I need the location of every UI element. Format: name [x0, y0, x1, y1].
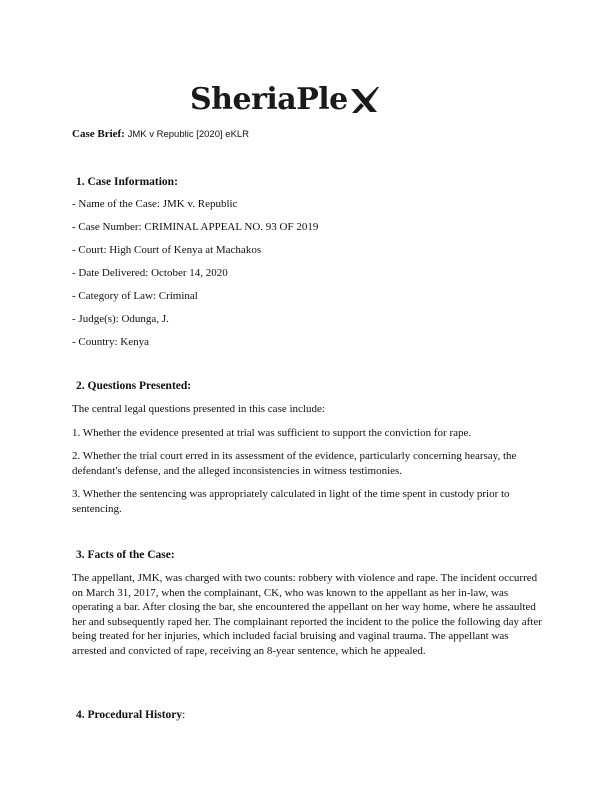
sheriaplex-logo — [190, 80, 430, 120]
questions-intro-text: The central legal questions presented in this case include: — [72, 403, 325, 415]
procedural-history-heading-text: 4. Procedural History — [76, 709, 183, 721]
question-item-3-text: 3. Whether the sentencing was appropriately calculated in light of the time spent in custody prior to sentencing. — [72, 488, 510, 515]
questions-intro — [72, 402, 542, 417]
question-item-2-text: 2. Whether the trial court erred in its assessment of the evidence, particularly concerning hearsay, the defendant's defense, and the alleged inconsistencies in witness testimonies. — [72, 450, 517, 477]
case-info-number: - Case Number: CRIMINAL APPEAL NO. 93 OF 2019 — [72, 221, 319, 233]
case-information-heading: 1. Case Information: — [76, 176, 178, 188]
case-info-court: - Court: High Court of Kenya at Machakos — [72, 244, 262, 256]
procedural-history-heading — [76, 709, 542, 721]
case-information-section — [72, 176, 542, 356]
logo-wordmark: SheriaPle — [190, 82, 348, 117]
case-info-category: - Category of Law: Criminal — [72, 290, 198, 302]
case-info-date: - Date Delivered: October 14, 2020 — [72, 267, 228, 279]
logo-x-mark-icon — [349, 85, 379, 115]
procedural-history-heading-colon: : — [182, 709, 186, 721]
facts-text: The appellant, JMK, was charged with two counts: robbery with violence and rape. The incident occurred on March 31, 2017, when the complainant, CK, who was known to the appellant as her in-law, was operating a bar. After closing the bar, she encountered the appellant on her way home, where he assaulted her and subsequently raped her. The complainant reported the incident to the police the following day after being treated for her injuries, which included facial bruising and vaginal trauma. The appellant was arrested and convicted of rape, receiving an 8-year sentence, which he appealed. — [72, 572, 542, 657]
questions-presented-section — [72, 380, 542, 392]
case-brief-value: JMK v Republic [2020] eKLR — [127, 129, 250, 140]
case-brief-title — [72, 128, 249, 140]
case-info-judges: - Judge(s): Odunga, J. — [72, 313, 169, 325]
case-info-country: - Country: Kenya — [72, 336, 149, 348]
question-item-2 — [72, 449, 542, 478]
questions-presented-heading: 2. Questions Presented: — [76, 380, 192, 392]
facts-section — [72, 549, 542, 561]
question-item-3 — [72, 487, 542, 516]
facts-body — [72, 571, 542, 658]
procedural-history-section — [72, 709, 542, 721]
case-info-name: - Name of the Case: JMK v. Republic — [72, 198, 238, 210]
case-brief-label: Case Brief: — [72, 128, 125, 140]
facts-heading: 3. Facts of the Case: — [76, 549, 175, 561]
question-item-1 — [72, 426, 542, 441]
question-item-1-text: 1. Whether the evidence presented at trial was sufficient to support the conviction for rape. — [72, 427, 472, 439]
